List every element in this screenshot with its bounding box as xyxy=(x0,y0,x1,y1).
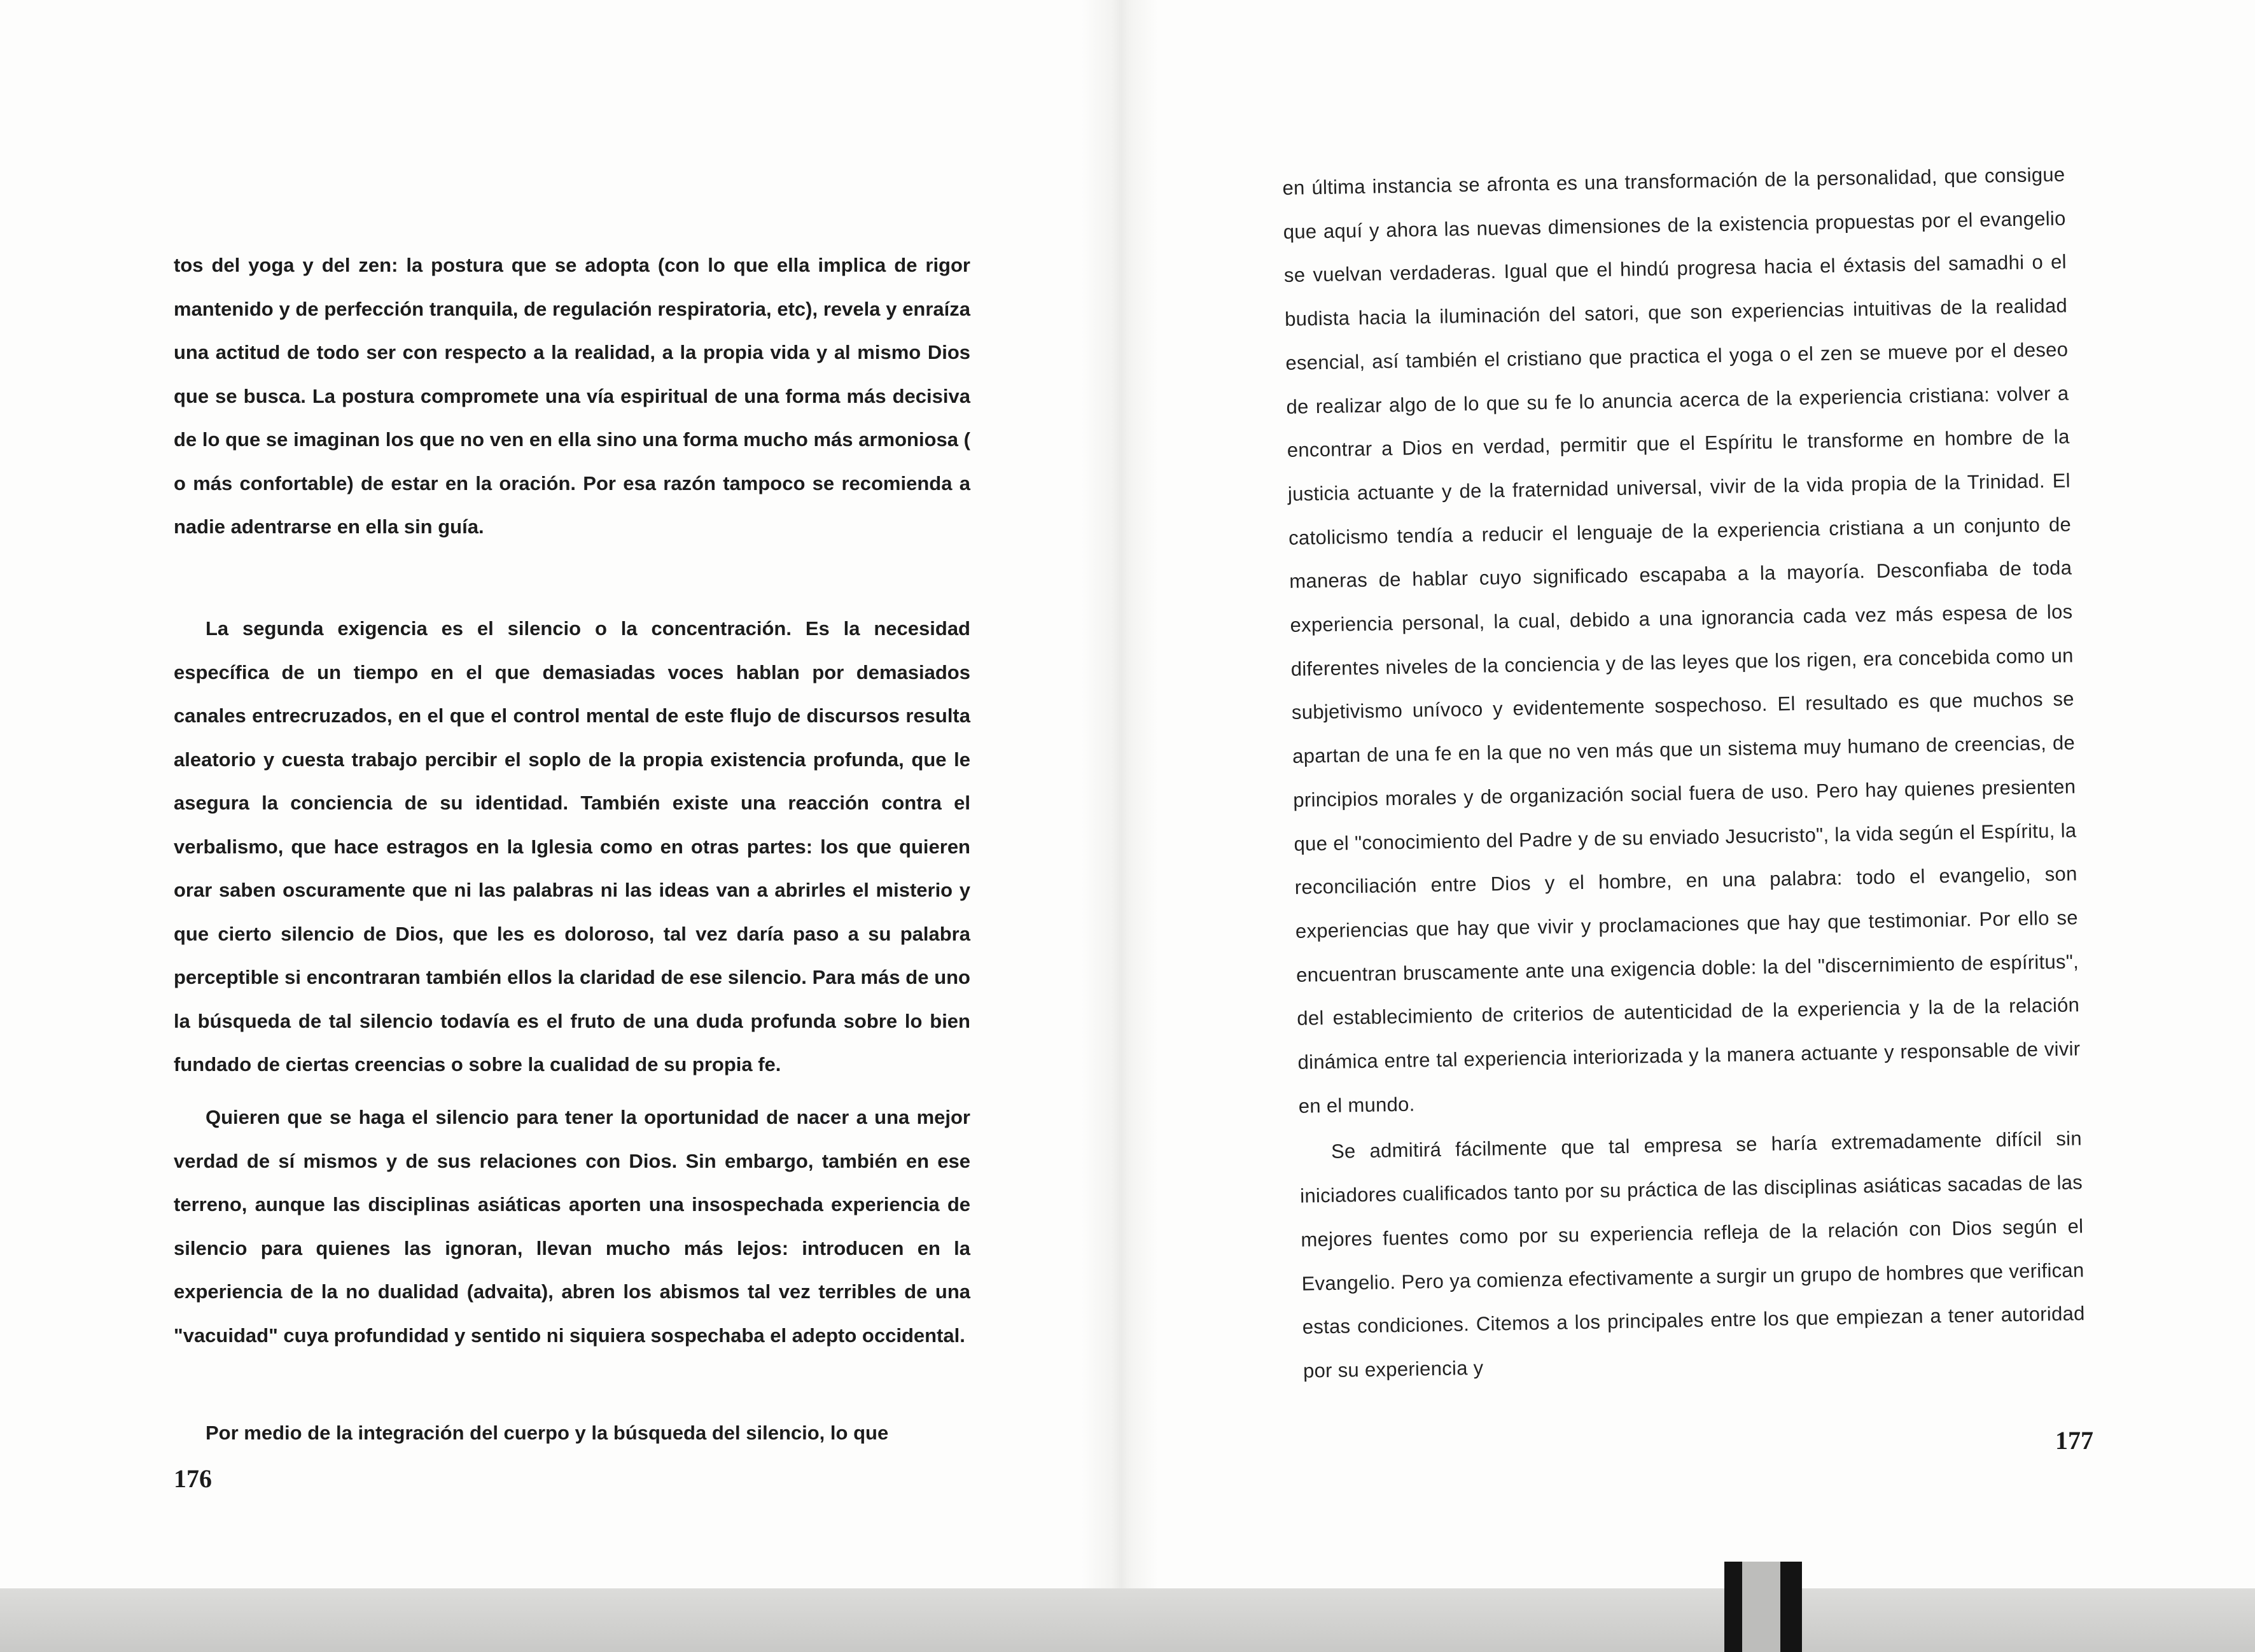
right-page xyxy=(1158,0,2255,1652)
left-paragraph-4: Por medio de la integración del cuerpo y la búsqueda del silencio, lo que xyxy=(206,1422,889,1444)
right-paragraph-1: en última instancia se afronta es una transformación de la personalidad, que consigue que aquí y ahora las nuevas dimensiones de la existencia propuestas por el evangelio se vuelvan verdaderas. Igual que el hindú progresa hacia el éxtasis del samadhi o el budista hacia la iluminación del satori, que son experiencias intuitivas de la realidad esencial, así también el cristiano que practica el yoga o el zen se mueve por el deseo de realizar algo de lo que su fe lo anuncia acerca de la experiencia cristiana: volver a encontrar a Dios en verdad, permitir que el Espíritu le transforme en hombre de la justicia actuante y de la fraternidad universal, vivir de la vida propia de la Trinidad. El catolicismo tendía a reducir el lenguaje de la experiencia cristiana a un conjunto de maneras de hablar cuyo significado escapaba a la mayoría. Desconfiaba de toda experiencia personal, la cual, debido a una ignorancia cada vez más espesa de los diferentes niveles de la conciencia y de las leyes que los rigen, era concebida como un subjetivismo unívoco y evidentemente sospechoso. El resultado es que muchos se apartan de una fe en la que no ven más que un sistema muy humano de creencias, de principios morales y de organización social fuera de uso. Pero hay quienes presienten que el "conocimiento del Padre y de su enviado Jesucristo", la vida según el Espíritu, la reconciliación entre Dios y el hombre, en una palabra: todo el evangelio, son experiencias que hay que vivir y proclamaciones que hay que testimoniar. Por ello se encuentran bruscamente ante una exigencia doble: la del "discernimiento de espíritus", del establecimiento de criterios de autenticidad de la experiencia y la de la relación dinámica entre tal experiencia interiorizada y la manera actuante y responsable de vivir en el mundo. xyxy=(1282,163,2081,1117)
right-paragraph-2: Se admitirá fácilmente que tal empresa se haría extremadamente difícil sin iniciadores cualificados tanto por su práctica de las disciplinas asiáticas sacadas de las mejores fuentes como por su experiencia refleja de la relación con Dios según el Evangelio. Pero ya comienza efectivamente a surgir un grupo de hombres que verifican estas condiciones. Citemos a los principales entre los que empiezan a tener autoridad por su experiencia y xyxy=(1299,1127,2085,1382)
page-edge-shadow xyxy=(1724,1562,1742,1652)
left-page-number: 176 xyxy=(174,1464,212,1493)
page-edge-shadow xyxy=(1780,1562,1802,1652)
left-page xyxy=(0,0,1082,1652)
left-paragraph-1: tos del yoga y del zen: la postura que se adopta (con lo que ella implica de rigor mantenido y de perfección tranquila, de regulación respiratoria, etc), revela y enraíza una actitud de todo ser con respecto a la realidad, a la propia vida y al mismo Dios que se busca. La postura compromete una vía espiritual de una forma más decisiva de lo que se imaginan los que no ven en ella sino una forma mucho más armoniosa ( o más confortable) de estar en la oración. Por esa razón tampoco se recomienda a nadie adentrarse en ella sin guía. xyxy=(174,254,970,538)
left-paragraph-2: La segunda exigencia es el silencio o la concentración. Es la necesidad específica de un tiempo en el que demasiadas voces hablan por demasiados canales entrecruzados, en el que el control mental de este flujo de discursos resulta aleatorio y cuesta trabajo percibir el soplo de la propia existencia profunda, que le asegura la conciencia de su identidad. También existe una reacción contra el verbalismo, que hace estragos en la Iglesia como en otras partes: los que quieren orar saben oscuramente que ni las palabras ni las ideas van a abrirles el misterio y que cierto silencio de Dios, que les es doloroso, tal vez daría paso a su palabra perceptible si encontraran también ellos la claridad de ese silencio. Para más de uno la búsqueda de tal silencio todavía es el fruto de una duda profunda sobre lo bien fundado de ciertas creencias o sobre la cualidad de su propia fe. xyxy=(174,617,970,1075)
book-gutter xyxy=(1082,0,1158,1652)
page-edge-stack xyxy=(1742,1562,1780,1652)
left-paragraph-3: Quieren que se haga el silencio para tener la oportunidad de nacer a una mejor verdad de sí mismos y de sus relaciones con Dios. Sin embargo, también en ese terreno, aunque las disciplinas asiáticas aporten una insospechada experiencia de silencio para quienes las ignoran, llevan mucho más lejos: introducen en la experiencia de la no dualidad (advaita), abren los abismos tal vez terribles de una "vacuidad" cuya profundidad y sentido ni siquiera sospechaba el adepto occidental. xyxy=(174,1106,970,1347)
scan-bottom-edge xyxy=(0,1588,2255,1652)
right-page-number: 177 xyxy=(2055,1426,2093,1455)
right-text-block xyxy=(1282,153,2086,1394)
